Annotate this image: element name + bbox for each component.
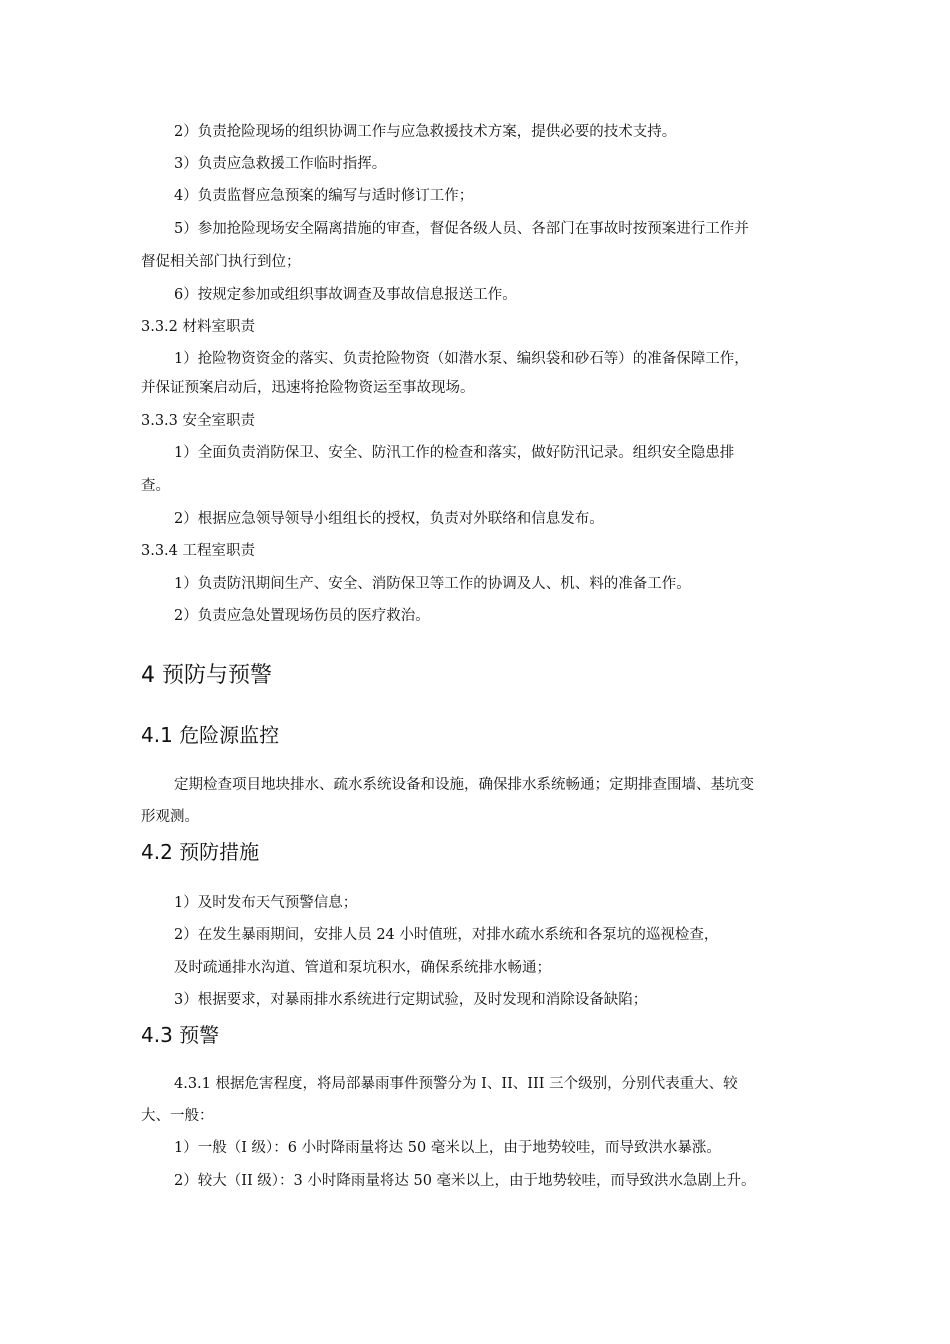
section-heading-3-3-3: 3.3.3 安全室职责 <box>141 413 256 429</box>
paragraph: 1）负责防汛期间生产、安全、消防保卫等工作的协调及人、机、料的准备工作。 <box>174 576 691 592</box>
paragraph-continuation: 大、一般： <box>141 1108 214 1124</box>
paragraph: 3）负责应急救援工作临时指挥。 <box>174 156 387 172</box>
section-heading-4-2: 4.2 预防措施 <box>141 840 260 864</box>
section-heading-4-1: 4.1 危险源监控 <box>141 723 280 747</box>
paragraph-continuation: 督促相关部门执行到位； <box>141 254 301 270</box>
paragraph: 定期检查项目地块排水、疏水系统设备和设施，确保排水系统畅通；定期排查围墙、基坑变 <box>174 777 754 793</box>
paragraph: 2）负责抢险现场的组织协调工作与应急救援技术方案，提供必要的技术支持。 <box>174 124 677 140</box>
chapter-heading-4: 4 预防与预警 <box>141 663 272 688</box>
paragraph: 2）较大（II 级）：3 小时降雨量将达 50 毫米以上，由于地势较哇，而导致洪水急剧上升。 <box>174 1173 756 1189</box>
paragraph: 4.3.1 根据危害程度，将局部暴雨事件预警分为 I、II、III 三个级别，分别代表重大、较 <box>174 1076 738 1092</box>
paragraph-continuation: 及时疏通排水沟道、管道和泵坑积水，确保系统排水畅通； <box>174 960 551 976</box>
paragraph: 1）及时发布天气预警信息； <box>174 895 358 911</box>
paragraph: 1）一般（I 级）：6 小时降雨量将达 50 毫米以上，由于地势较哇，而导致洪水暴涨。 <box>174 1140 721 1156</box>
paragraph: 1）全面负责消防保卫、安全、防汛工作的检查和落实，做好防汛记录。组织安全隐患排 <box>174 445 735 461</box>
paragraph: 2）负责应急处置现场伤员的医疗救治。 <box>174 608 430 624</box>
paragraph-continuation: 形观测。 <box>141 809 199 825</box>
section-heading-3-3-2: 3.3.2 材料室职责 <box>141 319 256 335</box>
paragraph: 2）根据应急领导领导小组组长的授权，负责对外联络和信息发布。 <box>174 511 604 527</box>
paragraph: 1）抢险物资资金的落实、负责抢险物资（如潜水泵、编织袋和砂石等）的准备保障工作， <box>174 351 749 367</box>
paragraph-continuation: 并保证预案启动后，迅速将抢险物资运至事故现场。 <box>141 380 475 396</box>
section-heading-4-3: 4.3 预警 <box>141 1023 220 1047</box>
section-heading-3-3-4: 3.3.4 工程室职责 <box>141 543 256 559</box>
paragraph: 4）负责监督应急预案的编写与适时修订工作； <box>174 188 474 204</box>
paragraph: 5）参加抢险现场安全隔离措施的审查，督促各级人员、各部门在事故时按预案进行工作并 <box>174 221 749 237</box>
paragraph: 2）在发生暴雨期间，安排人员 24 小时值班，对排水疏水系统和各泵坑的巡视检查， <box>174 927 719 943</box>
paragraph: 6）按规定参加或组织事故调查及事故信息报送工作。 <box>174 287 517 303</box>
paragraph-continuation: 查。 <box>141 478 170 494</box>
paragraph: 3）根据要求，对暴雨排水系统进行定期试验，及时发现和消除设备缺陷； <box>174 992 648 1008</box>
